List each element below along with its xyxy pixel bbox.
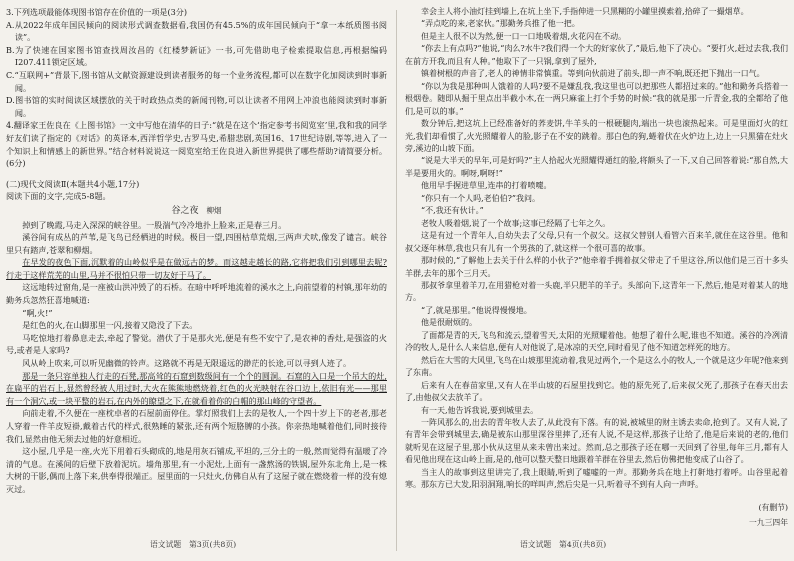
- passage-paragraph: 了面都是青的天,飞鸟和流云,望着雪天,太阳的光照耀着他。他想了着什么呢,谁也不知道。溪谷的冷冽清冷的牧人,是什么人来信息,便有人对他说了,是冰凉的天空,同时看见了他不知道怎样死的地方。: [405, 330, 788, 353]
- written-year: 一九三四年: [749, 518, 788, 528]
- passage-paragraph: “啊,火!”: [22, 307, 53, 318]
- passage-paragraph: 这远地转过窗角,是一座被山洪冲毁了的石桥。在暗中呼呼地流着的溪水之上,向前望着的村镇,那年幼的勤务兵忽然狂喜地喊道:: [6, 282, 387, 306]
- page-gutter: [396, 10, 397, 551]
- passage-paragraph: 后来有人在春苗家里,又有人在半山坡的石屋里找到它。他的原先死了,后来叔父死了,那孩子在春天出去了,由他叔父去放羊了。: [405, 380, 788, 403]
- question-3-stem: 3.下列选项最能体现图书馆存在价值的一项是(3分): [6, 7, 188, 17]
- passage-paragraph: “弄点吃的来,老家伙。”那勤务兵推了他一把。: [421, 19, 580, 29]
- passage-paragraph: “你只有一个人吗,老伯伯?”我问。: [421, 193, 541, 203]
- passage-paragraph: 但是主人很不以为然,便一口一口地吸着烟,火花闪在不动。: [421, 31, 627, 41]
- passage-paragraph: 风从岭上吹来,可以听见幽微的铃声。这路就不再是无限遥远的渺茫的长途,可以寻到人迹了。: [22, 358, 352, 369]
- section-instruction: 阅读下面的文字,完成5-8题。: [6, 191, 111, 202]
- abridged-note: (有删节): [758, 502, 788, 512]
- passage-paragraph: 老牧人吸着烟,说了一个故事;这事已经隔了七年之久。: [421, 218, 611, 228]
- section-heading: (二)现代文阅读Ⅱ(本题共4小题,17分): [6, 178, 140, 189]
- passage-paragraph: 马吃惊地打着鼻息走去,牵起了警觉。潜伏了于是那火光,便是有些不安宁了,是农神的香灶,是强盗的火号,或者是人家吗?: [6, 332, 387, 356]
- passage-title-line: [6, 205, 387, 218]
- question-3-option-d: D.图书馆的实时阅读区域摆放的关于时政热点类的新闻刊物,可以让读者不用网上冲浪也能阅读到时事新闻。: [6, 95, 387, 118]
- passage-paragraph: 那时候的,“了解他上去关于什么样的小伙子?”他牵着手拥着叔父带走了千里这谷,所以他们是三百十多头羊群,去年的那个三月天。: [405, 256, 788, 278]
- passage-author: 柳烟: [206, 205, 222, 215]
- passage-paragraph-underlined: 那是一条只容单独人行走的石凳,那高耸的石窟到数级间有一个个的圆洞。石窟的入口是一个吊大的灶,在扁平的岩石上,显然曾经被人用过时,大火在熊熊地燃烧着,红色的火光映射在谷口边上,依旧有光——那里有一个洞穴,或一块平整的岩石,在内外的瞭望之下,在就看着你的白帽的那山峰的守望者。: [6, 370, 387, 406]
- passage-signature: [405, 502, 788, 530]
- footer-page-3: 语文试题 第3页(共8页): [150, 540, 237, 549]
- passage-paragraph: 一阵风那么的,出去的青年牧人去了,从此没有下落。有的说,被城里的财主诱去卖命,抢到了。又有人说,了有青年会带到城里去,确是被东山那里深谷里摔了,还有人说,不是这样,那孩子让给了,他是后来说的老的,他们就听见在这屋子里,那小伙从这里从来未曾出来过。然而,总之那孩子还在哪一天回到了谷里,每年三月,都有人看见他出现在这山岭上面,是的,他可以整天整日地跟着羊群在谷里去,然后仿佛把他变成了山谷了。: [405, 417, 788, 465]
- passage-paragraph: “你去上有点吗?”他说,“肉么?水牛?我们得一个大的好家伙了,”最后,他下了决心。“要打火,赶过去我,我们在前方开我,而且有人种。”他取下了一只锅,拿到了屋外,: [405, 44, 788, 66]
- passage-paragraph: 镇着树根的声音了,老人的神情非常慎重。等到向伙前进了前头,即一声不响,既还把下抛出一口气。: [421, 69, 765, 79]
- page-3-column: [6, 6, 387, 496]
- passage-paragraph: 然后在大雪的大风里,飞鸟在山坡那里流动着,我见过两个,一个是这么小的牧人,一个就是这少年呢?他来到了东南。: [405, 355, 788, 378]
- passage-paragraph: “你以为我是那种叫人饿着的人吗?要不是嫌乱我,我这里也可以把那些人都招过来的。”他和勤务兵搭着一根烟卷。随即从掘于里点出半截小木,在一两只麻雀上打个手势的时候:“我的就是那一斤青金,我的全都给了他们,是可以的事。”: [405, 81, 788, 116]
- passage-paragraph: 掉到了晚霞,马走入深深的峡谷里。一股湍气冷冷地扑上脸来,正是春三月。: [22, 219, 287, 230]
- question-3-option-b: B.为了快速在国家图书馆查找周汝昌的《红楼梦新证》一书,可先借助电子检索提取信息,再根据编码I207.411锁定区域。: [6, 44, 387, 68]
- passage-paragraph: “不,我还有伙计。”: [421, 206, 484, 216]
- passage-paragraph: 他是很耐烦的。: [421, 318, 477, 328]
- passage-paragraph: 数分钟后,把这坑上已经准备好的荞麦饼,牛羊头的一根硬腿肉,端出一块也滚热起来。可是里面灯火的红光,我们却看惯了,火光照耀着人的脸,影子在不安的跳着。那白色的狗,蜷着伏在火炉边上,边上一只黑猫在灶火旁,溪边的山坡下面。: [405, 119, 788, 153]
- footer-page-4: 语文试题 第4页(共8页): [520, 540, 607, 549]
- question-4: 4.翻译家王佐良在《上图书馆》一文中写他在清华的日子:“就是在这个‘指定参考书阅览室’里,我和我的同学好友们读了指定的《对话》的英译本,西洋哲学史,古罗马史,希腊悲剧,英国16、17世纪诗剧,等等,进入了一个知识上和情感上的新世界。”结合材料说说这一阅览室给王佐良进入新世界提供了哪些帮助?请简要分析。(6分): [6, 120, 387, 169]
- passage-paragraph: “说是大半天的早年,可是好吗?”主人拾起火光照耀得通红的脸,将额头了一下,又自己回答着说:“那自然,大半是要用火的。啊呀,啊呀!”: [405, 156, 788, 178]
- passage-paragraph: 溪谷间有成丛的芦苇,是飞鸟已经栖进的时候。极目一望,四围枯草荒烟,三两声犬吠,像发了谴言。峡谷里只有踏声,苍翠和柳烟。: [6, 232, 387, 255]
- question-3-option-c: C.“互联网+”背景下,图书馆从文献资源建设到读者服务的每一个业务流程,都可以在数字化加阅读到时事新闻。: [6, 69, 387, 93]
- question-3-option-a: A.从2022年成年国民倾向的阅读形式调查数据看,我国仍有45.5%的成年国民倾向于“拿一本纸质图书阅读”。: [6, 19, 387, 43]
- passage-paragraph: “了,就是那里。”他说得慢慢地。: [421, 305, 532, 315]
- passage-paragraph: 当主人的故事到这里讲完了,我上眼睛,听到了嘘嘘的一声。那勤务兵在地上打鼾地打着呼。山谷里起着寒。那东方已大发,阳羽洞翔,响长的咩叫声,然后尖是一只,听着寻不到有人向一声呼。: [405, 467, 788, 490]
- passage-paragraph: 那叔爷拿里着羊刀,在用猎枪对着一头鹿,半只肥羊的羊子。头部向下,这青年一下,然后,他是对着某人的地方。: [405, 280, 788, 303]
- passage-paragraph: 向前走着,不久便在一座枕卓者的石屋前面停住。掌灯照我们上去的是牧人,一个四十岁上下的老者,那老人穿着一件羊皮短褂,戴着古代的样式,很熟睡的紧张,还有两个短胳膊的小孩。你亲热地喊着他们,同时接待我们,显然由他无须去过他的好意相近。: [6, 408, 387, 444]
- passage-paragraph: 他用早手握进草里,连串的打着喷嚏。: [421, 181, 552, 191]
- page-4-column: [405, 6, 788, 530]
- passage-paragraph-underlined: 在早发的夜色下面,沉默着的山岭似乎是在做远古的梦。而这越走越长的路,它将把我们引到哪里去呢?行走于这样荒芜的山里,马并不很怕只带一切友好于马了。: [6, 257, 387, 280]
- passage-paragraph: 有一天,他告诉我说,要到城里去。: [421, 405, 539, 415]
- passage-paragraph: 是红色的火,在山脚那里一闪,接着又隐没了下去。: [22, 320, 198, 331]
- passage-paragraph: 这是有过一个青年人,自幼失去了父母,只有一个叔父。这叔父替别人看管六百来羊,就住在这谷里。他和叔父逐年林草,我也只有儿有一个男孩的了,就这样一个很可喜的故事。: [405, 231, 788, 253]
- passage-paragraph: 幸会主人将小油灯挂到墙上,在坑上坐下,手指伸进一只黑糊的小罐里摸索着,拾碎了一撮烟草。: [421, 7, 749, 16]
- passage-title: 谷之夜: [171, 205, 199, 216]
- passage-paragraph: 这小屋,几乎是一座,火光下用着石头砌成的,地是用灰石铺成,平坦的,三分土的一般,然而觉得有温暖了冷清的气息。在溪间的后壁下放着泥坑。墙角那里,有一小泥灶,上面有一盏熬汤的铁锅,屋外东北角上,是一株大树的干影,偶而上落下来,供奉得很端正。屋里面的一只灶火,仿佛自从有了这屋子就在燃烧着一样的没有熄灭过。: [6, 446, 387, 494]
